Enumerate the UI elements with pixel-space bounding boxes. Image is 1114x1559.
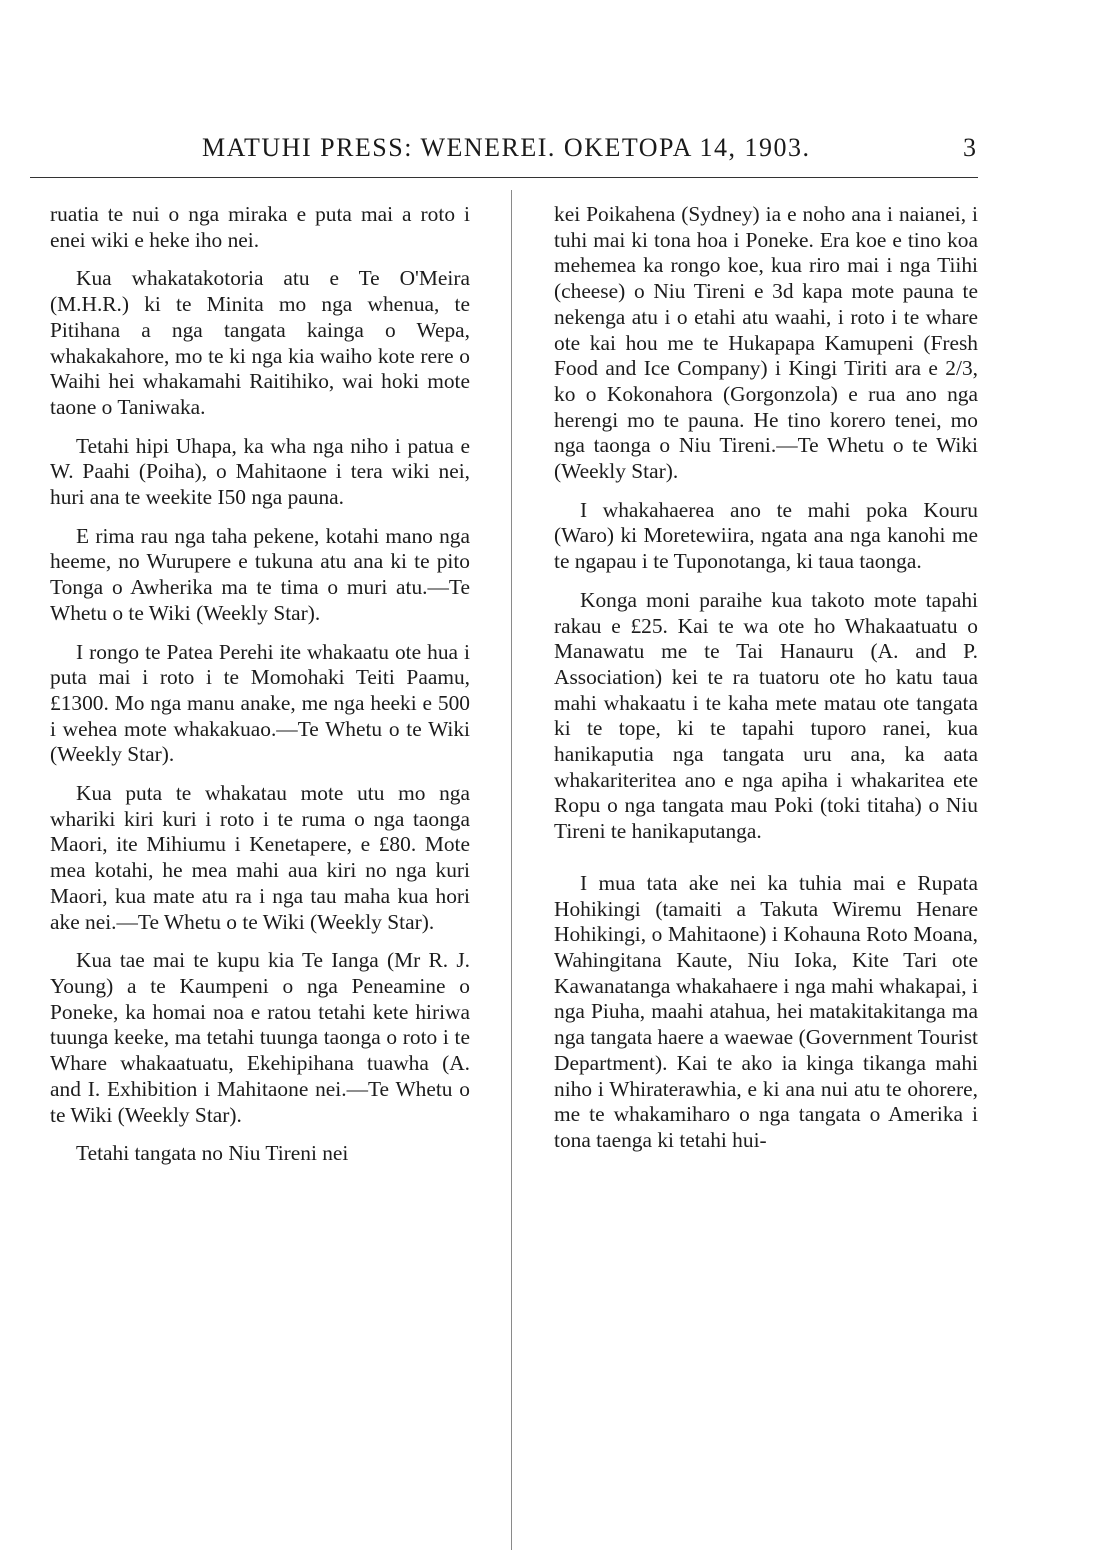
article-paragraph: Kua tae mai te kupu kia Te Ianga (Mr R. J. Young) a te Kaumpeni o nga Peneamine o Poneke, ka homai noa e ratou tetahi kete hiriwa tuunga keeke, ma tetahi tuunga taonga o roto i te Whare whakaatuatu, Ekehipihana tuawha (A. and I. Exhibition i Mahitaone nei.—Te Whetu o te Wiki (Weekly Star). (50, 948, 470, 1127)
article-paragraph: Tetahi tangata no Niu Tireni nei (76, 1141, 349, 1166)
article-paragraph: kei Poikahena (Sydney) ia e noho ana i naianei, i tuhi mai ki tona hoa i Poneke. Era koe e tino koa mehemea ka rongo koe, kua riro mai i nga Tiihi (cheese) o Niu Tireni e 3d kapa mote pauna te nekenga atu i o etahi atu waahi, i roto i te whare ote kai hou me te Hukapapa Kamupeni (Fresh Food and Ice Company) i Kingi Tiriti ara e 2/3, ko o Kokonahora (Gorgonzola) e rua ano nga herengi mo te pauna. He tino korero tenei, mo nga taonga o Niu Tireni.—Te Whetu o te Wiki (Weekly Star). (554, 202, 978, 484)
page-number: 3 (963, 133, 976, 162)
article-paragraph: E rima rau nga taha pekene, kotahi mano nga heeme, no Wurupere e tukuna atu ana ki te pito Tonga o Awherika ma te tima o muri atu.—Te Whetu o te Wiki (Weekly Star). (50, 523, 470, 625)
article-paragraph: Tetahi hipi Uhapa, ka wha nga niho i patua e W. Paahi (Poiha), o Mahitaone i tera wiki nei, huri ana te weekite I50 nga pauna. (50, 433, 470, 510)
article-paragraph: I mua tata ake nei ka tuhia mai e Rupata Hohikingi (tamaiti a Takuta Wiremu Henare Hohikingi, o Mahitaone) i Kohauna Roto Moana, Wahingitana Kaute, Niu Ioka, Kite Tari ote Kawanatanga whakahaere i nga mahi whakapai, i nga Piuha, maahi atahua, hei matakitakitanga ma nga tangata haere a waewae (Government Tourist Department). Kai te ako ia kinga tikanga mahi niho i Whiraterawhia, e ki ana nui atu te ohorere, me te whakamiharo o nga tangata o Amerika i tona taenga ki tetahi hui- (554, 870, 978, 1152)
column-divider (511, 190, 512, 1550)
article-paragraph: Kua whakatakotoria atu e Te O'Meira (M.H.R.) ki te Minita mo nga whenua, te Pitihana a nga tangata kainga o Wepa, whakakahore, mo te ki nga kia waiho kote rere o Waihi hei whakamahi Raitihiko, wai hoki mote taone o Taniwaka. (50, 266, 470, 419)
article-paragraph: Kua puta te whakatau mote utu mo nga whariki kiri kuri i roto i te ruma o nga taonga Maori, ite Mihiumu i Kenetapere, e £80. Mote mea kotahi, he mea mahi aua kiri no nga kuri Maori, kua mate atu ra i nga tau maha kua hori ake nei.—Te Whetu o te Wiki (Weekly Star). (50, 781, 470, 934)
header-rule (30, 177, 978, 178)
article-paragraph: I whakahaerea ano te mahi poka Kouru (Waro) ki Moretewiira, ngata ana nga kanohi me te ngapau i te Tuponotanga, ki taua taonga. (554, 497, 978, 574)
article-paragraph: ruatia te nui o nga miraka e puta mai a roto i enei wiki e heke iho nei. (50, 202, 470, 252)
left-column (50, 202, 470, 1167)
running-head-title: MATUHI PRESS: WENEREI. OKETOPA 14, 1903. (202, 133, 811, 162)
article-paragraph: I rongo te Patea Perehi ite whakaatu ote hua i puta mai i roto i te Momohaki Teiti Paamu, £1300. Mo nga manu anake, me nga heeki e 500 i wehea mote whakakuao.—Te Whetu o te Wiki (Weekly Star). (50, 639, 470, 767)
page-header (52, 133, 976, 165)
article-paragraph: Konga moni paraihe kua takoto mote tapahi rakau e £25. Kai te wa ote ho Whakaatuatu o Manawatu me te Tai Hanauru (A. and P. Association) kei te ra tuatoru ote ho katu taua mahi whakaatu i te kaha mete matau ote tangata ki te tope, ki te tapahi tuporo ranei, kua hanikaputia nga tangata uru ana, ka aata whakariteritea ano e nga apiha i whakaritea ete Ropu o nga tangata mau Poki (toki titaha) o Niu Tireni te hanikaputanga. (554, 587, 978, 844)
right-column (554, 202, 978, 1154)
